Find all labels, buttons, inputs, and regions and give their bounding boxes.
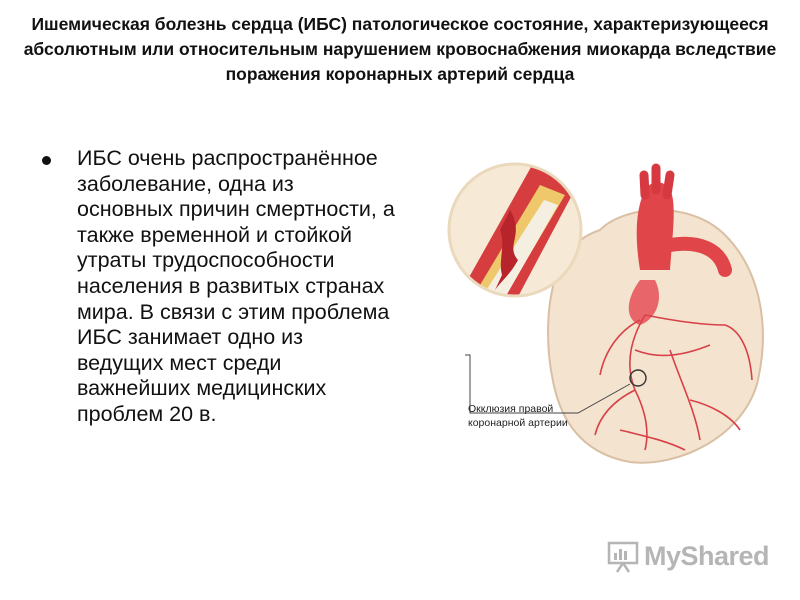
watermark-text: MyShared [644,540,770,571]
presentation-icon [606,539,640,573]
slide-title: Ишемическая болезнь сердца (ИБС) патологическое состояние, характеризующееся абсолютным или относительным нарушением кровоснабжения миокарда вследствие поражения коронарных артерий сердца [23,14,777,84]
occlusion-label: Окклюзия правой коронарной артерии [468,403,568,429]
bullet-text: ИБС очень распространённое заболевание, одна из основных причин смертности, а также временной и стойкой утраты трудоспособности населения в развитых странах мира. В связи с этим проблема ИБС занимает одно из ведущих мест среди важнейших медицинских проблем 20 в. [77,146,395,426]
watermark [606,538,769,574]
bullet-dot [42,156,51,165]
bullet-item [42,146,397,428]
